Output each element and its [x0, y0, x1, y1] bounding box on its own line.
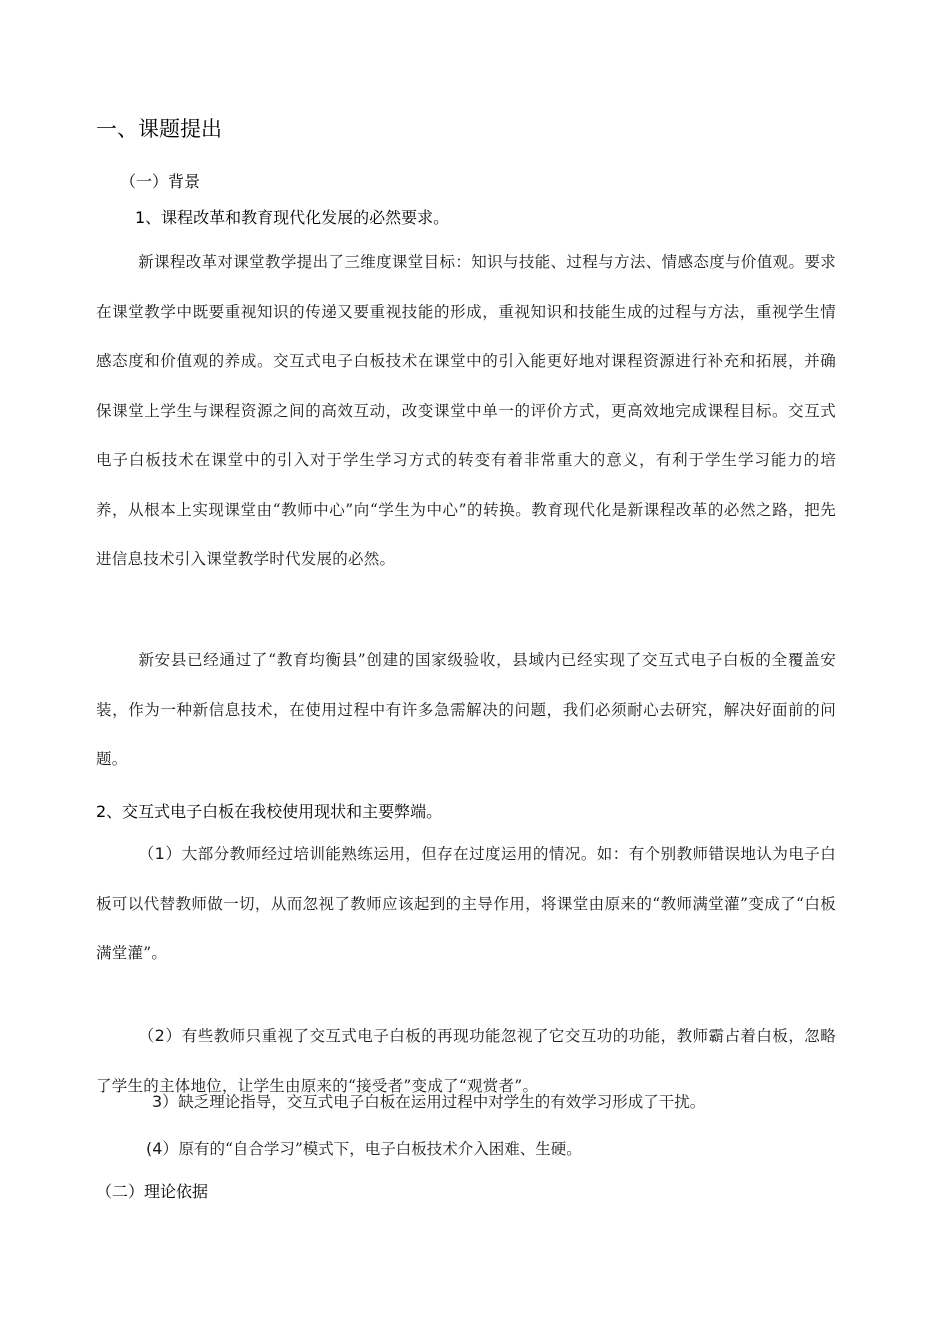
issue-item-1 — [96, 829, 836, 979]
theory-heading: （二）理论依据 — [96, 1182, 209, 1201]
issue-text: 有些教师只重视了交互式电子白板的再现功能忽视了它交互功的功能，教师霸占着白板，忽略了学生的主体地位，让学生由原来的“接受者”变成了“观赏者”。 — [96, 1027, 836, 1095]
issue-text: 原有的“自合学习”模式下，电子白板技术介入困难、生硬。 — [178, 1140, 582, 1158]
subsection-2-heading: 2、交互式电子白板在我校使用现状和主要弊端。 — [96, 802, 443, 821]
background-heading: （一）背景 — [120, 172, 201, 191]
subsection-1-heading: 1、课程改革和教育现代化发展的必然要求。 — [135, 208, 450, 227]
issue-item-3 — [152, 1090, 912, 1114]
issue-number: 3） — [152, 1092, 179, 1111]
issue-number: (4） — [146, 1139, 179, 1158]
subsection-1-paragraph-2 — [96, 636, 836, 785]
paragraph-text: 新安县已经通过了“教育均衡县”创建的国家级验收，县域内已经实现了交互式电子白板的全覆盖安装，作为一种新信息技术，在使用过程中有许多急需解决的问题，我们必须耐心去研究，解决好面前的问题。 — [96, 651, 836, 768]
issue-number: （2） — [138, 1026, 182, 1045]
paragraph-text: 新课程改革对课堂教学提出了三维度课堂目标：知识与技能、过程与方法、情感态度与价值观。要求在课堂教学中既要重视知识的传递又要重视技能的形成，重视知识和技能生成的过程与方法，重视学生情感态度和价值观的养成。交互式电子白板技术在课堂中的引入能更好地对课程资源进行补充和拓展，并确保课堂上学生与课程资源之间的高效互动，改变课堂中单一的评价方式，更高效地完成课程目标。交互式电子白板技术在课堂中的引入对于学生学习方式的转变有着非常重大的意义，有利于学生学习能力的培养，从根本上实现课堂由“教师中心”向“学生为中心”的转换。教育现代化是新课程改革的必然之路，把先进信息技术引入课堂教学时代发展的必然。 — [96, 253, 836, 568]
issue-text: 缺乏理论指导，交互式电子白板在运用过程中对学生的有效学习形成了干扰。 — [178, 1093, 706, 1111]
issue-number: （1） — [138, 844, 182, 863]
issue-text: 大部分教师经过培训能熟练运用，但存在过度运用的情况。如：有个别教师错误地认为电子白板可以代替教师做一切，从而忽视了教师应该起到的主导作用，将课堂由原来的“教师满堂灌”变成了“白板满堂灌”。 — [96, 845, 836, 962]
subsection-1-paragraph-1 — [96, 238, 836, 585]
issue-item-4 — [146, 1137, 906, 1161]
section-title: 一、课题提出 — [96, 117, 222, 141]
